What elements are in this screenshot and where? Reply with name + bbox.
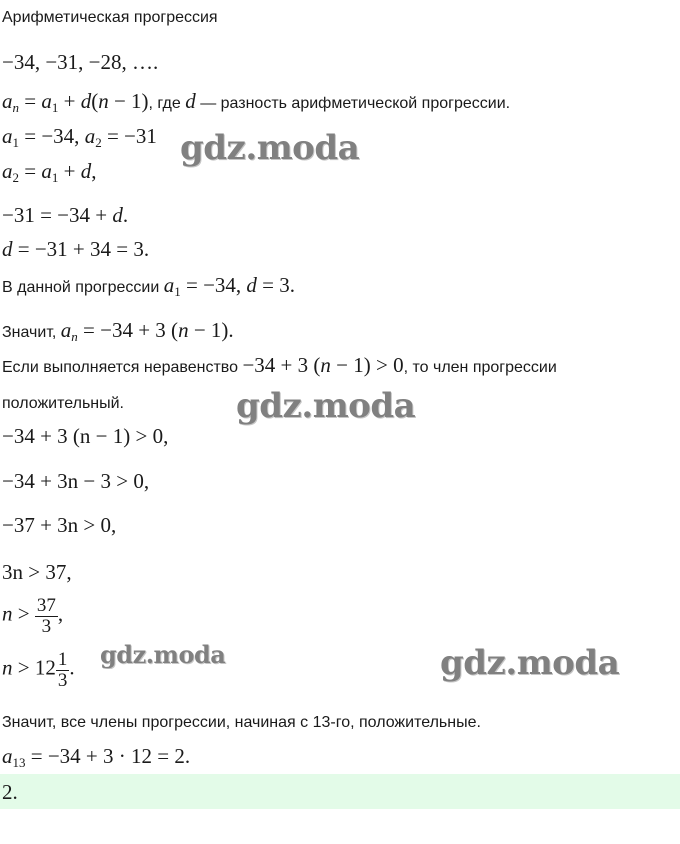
conclusion-text: Значит, все члены прогрессии, начиная с 13-го, положительные. [2, 714, 481, 731]
nth-term-line: Значит, $a_n = -34 + 3$ (n − 1). [2, 318, 234, 344]
watermark-3: gdz.moda [100, 640, 226, 669]
therefore-text: Значит, [2, 324, 57, 341]
substitution-line: −31 = −34 + d. [2, 203, 129, 227]
inequality-2: −34 + 3n − 3 > 0, [2, 469, 150, 493]
condition-line: Если выполняется неравенство −34 + 3 (n − 1) > 0, то член прогрессии [2, 353, 557, 377]
mixed-fraction: $\frac{1}{3}$ [57, 649, 68, 691]
watermark-2: gdz.moda [236, 386, 416, 426]
watermark-4: gdz.moda [440, 643, 620, 683]
formula-text: , где [148, 95, 181, 112]
condition-text: Если выполняется неравенство [2, 359, 239, 376]
a2-formula-line: $a_2 = a_1 + d$, [2, 159, 97, 185]
given-progression-line: В данной прогрессии $a_1 = -34$, d = 3. [2, 273, 296, 299]
mixed-whole: 12 [34, 655, 56, 680]
inequality-3: −37 + 3n > 0, [2, 513, 117, 537]
condition-text-2: , то член прогрессии [403, 359, 557, 376]
inequality-1: −34 + 3 (n − 1) > 0, [2, 424, 169, 448]
answer-bar [0, 774, 680, 809]
positive-text: положительный. [2, 395, 124, 412]
given-text: В данной прогрессии [2, 279, 160, 296]
a13-line: $a_{13} = -34 + 3 \cdot 12 = 2$. [2, 744, 191, 770]
general-formula-line: $a_n = a_1 + d(n - 1)$, где d — разность арифметической прогрессии. [2, 89, 511, 115]
fraction: $\frac{37}{3}$ [36, 595, 56, 637]
formula-text-2: — разность арифметической прогрессии. [200, 95, 511, 112]
answer-value: 2. [2, 780, 18, 804]
inequality-4: 3n > 37, [2, 560, 72, 584]
d-value-line: d = −31 + 34 = 3. [2, 237, 150, 261]
given-values-line: $a_1 = -34$, $a_2 = -31$ [2, 124, 157, 150]
page-title: Арифметическая прогрессия [2, 9, 218, 26]
inequality-5: n > $\frac{37}{3}$ , [2, 595, 64, 637]
sequence-line: −34, −31, −28, …. [2, 50, 159, 74]
watermark-1: gdz.moda [180, 128, 360, 168]
inequality-6: n > 12 $\frac{1}{3}$ . [2, 649, 75, 691]
